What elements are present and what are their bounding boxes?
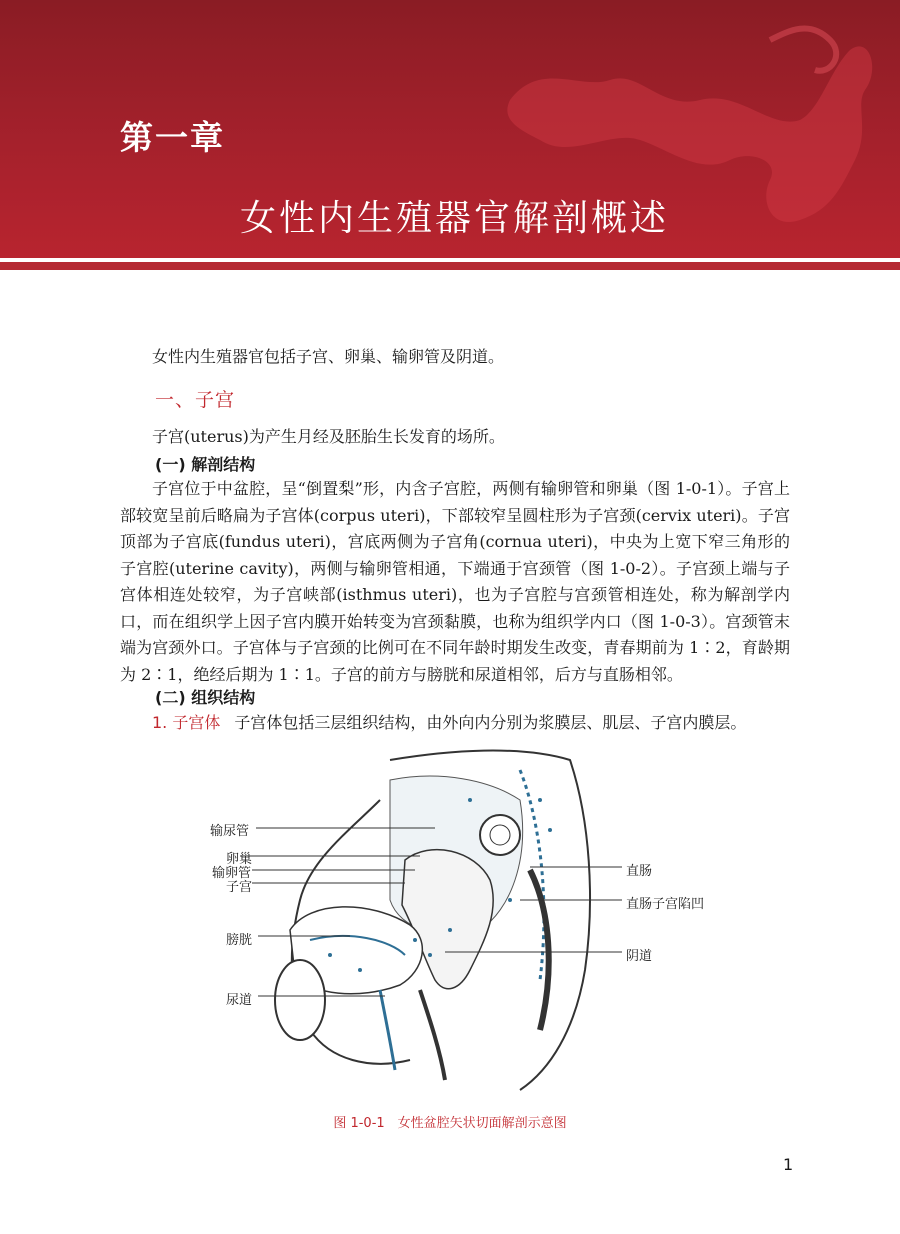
figure-label-urethra: 尿道 — [226, 993, 253, 1008]
figure-label-rectouterine-pouch: 直肠子宫陷凹 — [626, 897, 705, 912]
figure-label-bladder: 膀胱 — [226, 933, 253, 948]
chapter-number: 第一章 — [120, 118, 225, 157]
chapter-banner — [0, 0, 900, 258]
figure-caption: 图 1-0-1 女性盆腔矢状切面解剖示意图 — [333, 1116, 567, 1131]
chapter-title: 女性内生殖器官解剖概述 — [240, 198, 670, 239]
figure-label-vagina: 阴道 — [626, 949, 653, 964]
intro-paragraph: 女性内生殖器官包括子宫、卵巢、输卵管及阴道。 — [152, 347, 505, 366]
figure-label-ovary: 卵巢 — [226, 852, 253, 867]
uterine-body-paragraph — [120, 710, 790, 737]
banner-divider-red — [0, 262, 900, 270]
figure-label-uterus: 子宫 — [226, 880, 253, 895]
page-number: 1 — [783, 1155, 794, 1174]
pelvis-illustration — [190, 740, 710, 1110]
figure-label-rectum: 直肠 — [626, 864, 653, 879]
figure-label-fallopian-tube: 输卵管 — [212, 866, 252, 881]
item-label-uterine-body: 1. 子宫体 — [152, 713, 221, 732]
figure-label-ureter: 输尿管 — [210, 824, 250, 839]
pelvis-sagittal-figure — [190, 740, 710, 1110]
uterus-definition: 子宫(uterus)为产生月经及胚胎生长发育的场所。 — [152, 427, 505, 446]
section-heading-uterus: 一、子宫 — [155, 389, 236, 411]
anatomy-paragraph: 子宫位于中盆腔，呈“倒置梨”形，内含子宫腔，两侧有输卵管和卵巢（图 1-0-1）。子宫上部较宽呈前后略扁为子宫体(corpus uteri)，下部较窄呈圆柱形为子宫颈(cervix uteri)。子宫顶部为子宫底(fundus uteri)，宫底两侧为子宫角(cornua uteri)，中央为上宽下窄三角形的子宫腔(uterine cavity)，两侧与输卵管相通，下端通于宫颈管（图 1-0-2）。子宫颈上端与子宫体相连处较窄，为子宫峡部(isthmus uteri)，也为子宫腔与宫颈管相连处，称为解剖学内口，而在组织学上因子宫内膜开始转变为宫颈黏膜，也称为组织学内口（图 1-0-3）。宫颈管末端为宫颈外口。子宫体与子宫颈的比例可在不同年龄时期发生改变，青春期前为 1∶2，育龄期为 2∶1，绝经后期为 1∶1。子宫的前方与膀胱和尿道相邻，后方与直肠相邻。 — [120, 479, 790, 684]
item-text-uterine-body: 子宫体包括三层组织结构，由外向内分别为浆膜层、肌层、子宫内膜层。 — [234, 713, 747, 732]
subsection-heading-anatomy: (一) 解剖结构 — [155, 455, 256, 474]
subsection-heading-histology: (二) 组织结构 — [155, 688, 256, 707]
